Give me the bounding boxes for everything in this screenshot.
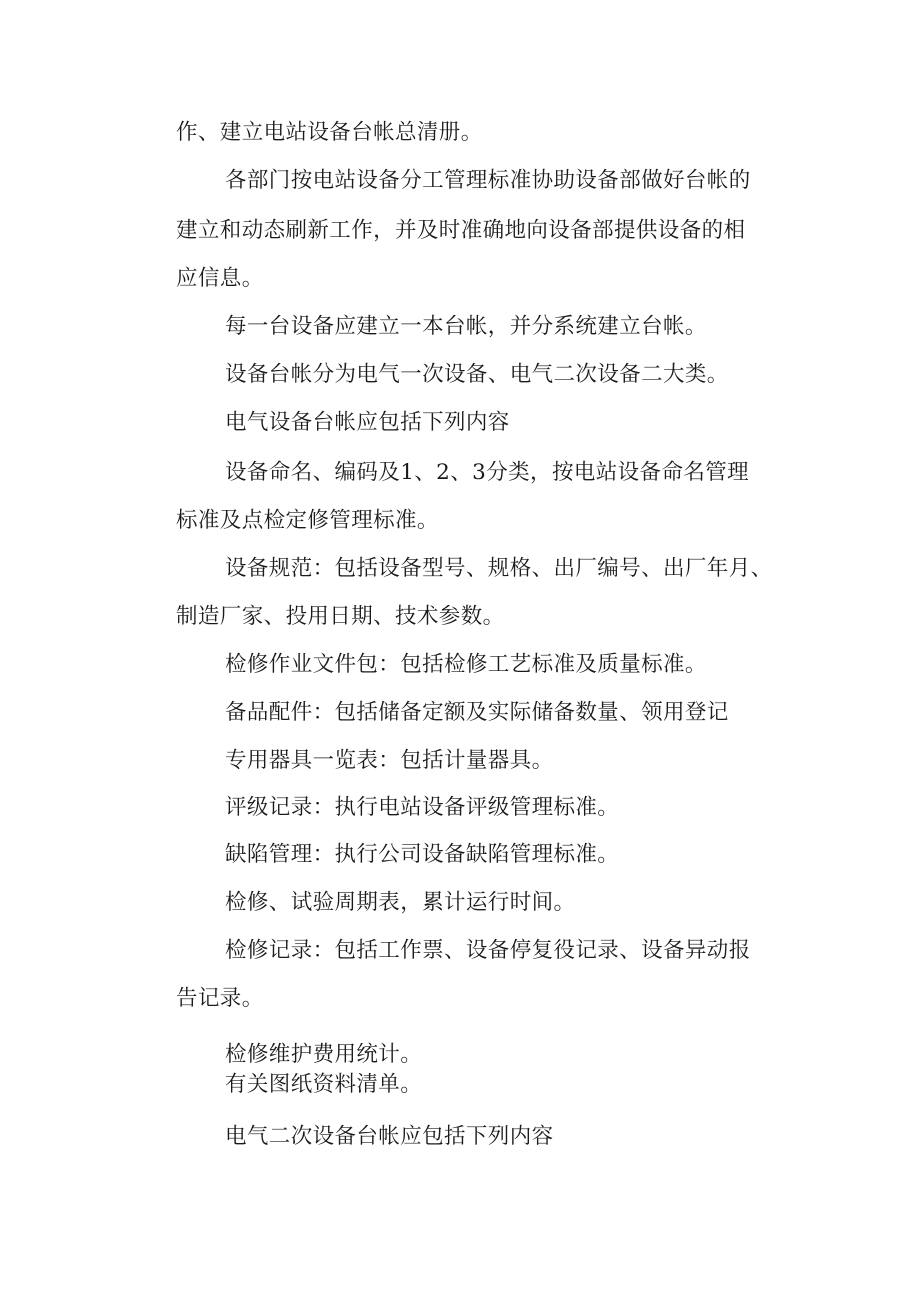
text-line: 制造厂家、投用日期、技术参数。 [176, 604, 505, 629]
text-line: 电气设备台帐应包括下列内容 [225, 410, 510, 435]
text-line: 检修维护费用统计。 [225, 1042, 423, 1067]
text-line: 建立和动态刷新工作，并及时准确地向设备部提供设备的相 [176, 218, 746, 243]
text-line: 设备命名、编码及1、2、3分类，按电站设备命名管理 [225, 460, 750, 485]
text-line: 各部门按电站设备分工管理标准协助设备部做好台帐的 [225, 168, 751, 193]
text-line: 检修、试验周期表，累计运行时间。 [225, 890, 576, 915]
text-line: 设备规范：包括设备型号、规格、出厂编号、出厂年月、 [225, 556, 773, 581]
text-line: 检修记录：包括工作票、设备停复役记录、设备异动报 [225, 938, 751, 963]
text-line: 评级记录：执行电站设备评级管理标准。 [225, 795, 620, 820]
text-line: 告记录。 [176, 986, 264, 1011]
text-line: 有关图纸资料清单。 [225, 1072, 423, 1097]
text-line: 标准及点检定修管理标准。 [176, 508, 439, 533]
text-line: 检修作业文件包：包括检修工艺标准及质量标准。 [225, 652, 707, 677]
text-line: 备品配件：包括储备定额及实际储备数量、领用登记 [225, 700, 729, 725]
text-line: 设备台帐分为电气一次设备、电气二次设备二大类。 [225, 362, 729, 387]
text-line: 应信息。 [176, 266, 264, 291]
text-line: 缺陷管理：执行公司设备缺陷管理标准。 [225, 842, 620, 867]
text-line: 专用器具一览表：包括计量器具。 [225, 748, 554, 773]
text-line: 每一台设备应建立一本台帐，并分系统建立台帐。 [225, 314, 707, 339]
text-line: 作、建立电站设备台帐总清册。 [176, 120, 483, 145]
text-line: 电气二次设备台帐应包括下列内容 [225, 1124, 554, 1149]
